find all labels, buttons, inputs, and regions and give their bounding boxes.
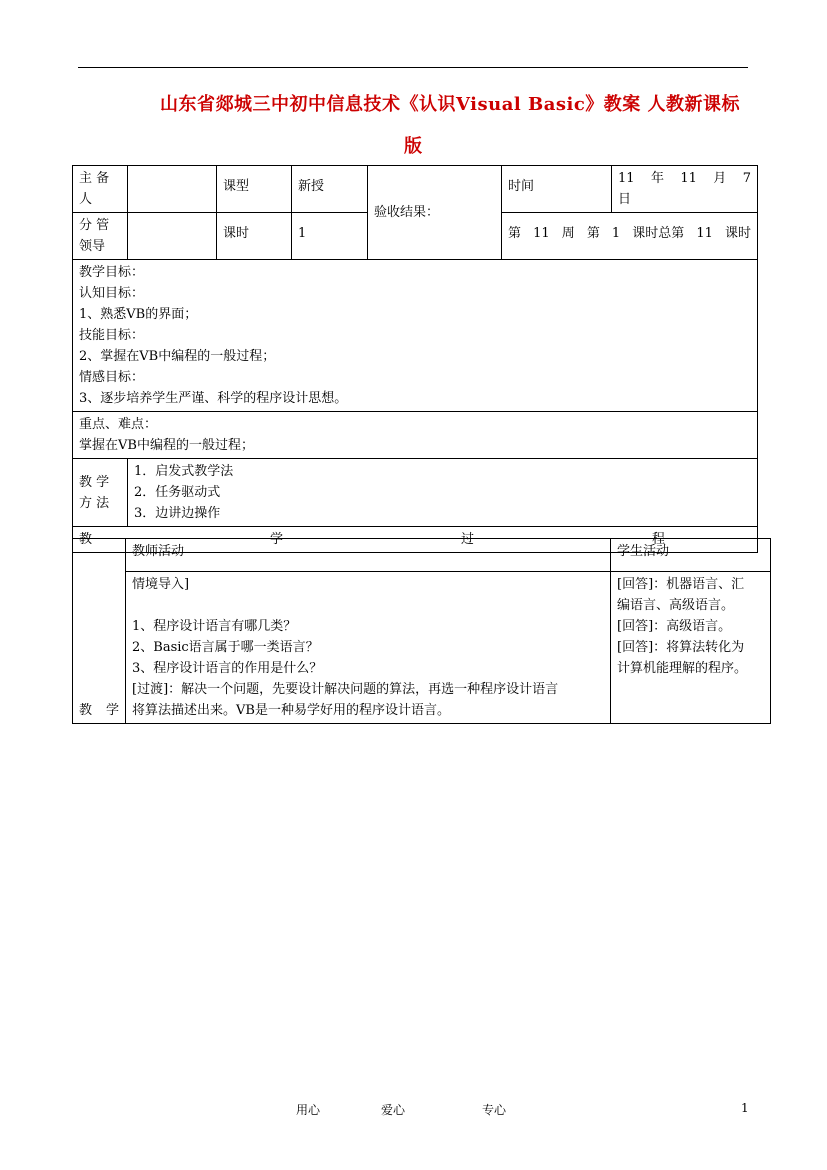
yanshou-label: 验收结果： bbox=[368, 166, 502, 260]
page-number: 1 bbox=[741, 1101, 749, 1115]
date-value: 11 年 11 月 7 日 bbox=[612, 166, 758, 213]
kexing-label: 课型 bbox=[217, 166, 292, 213]
shijian-label: 时间 bbox=[502, 166, 612, 213]
footer-item: 专心 bbox=[482, 1103, 507, 1117]
objectives-cell: 教学目标： 认知目标： 1、熟悉VB的界面； 技能目标： 2、掌握在VB中编程的一般过程； 情感目标： 3、逐步培养学生严谨、科学的程序设计思想。 bbox=[73, 260, 758, 412]
key-points-cell: 重点、难点： 掌握在VB中编程的一般过程； bbox=[73, 412, 758, 459]
student-activity-header: 学生活动 bbox=[611, 539, 771, 572]
kexing-value: 新授 bbox=[292, 166, 368, 213]
process-left-label: 教 学 bbox=[73, 539, 126, 724]
teacher-activity-header: 教师活动 bbox=[126, 539, 611, 572]
document-title: 山东省郯城三中初中信息技术《认识Visual Basic》教案 人教新课标 bbox=[160, 94, 741, 115]
zhubei-value bbox=[128, 166, 217, 213]
fenguan-value bbox=[128, 213, 217, 260]
header-rule bbox=[78, 67, 748, 68]
process-header: 教 学 过 程 bbox=[73, 527, 758, 553]
process-table bbox=[72, 538, 771, 724]
keshi-label: 课时 bbox=[217, 213, 292, 260]
week-info: 第 11 周 第 1 课时总第 11 课时 bbox=[502, 213, 758, 260]
lesson-info-table bbox=[72, 165, 758, 553]
document-title-cont: 版 bbox=[404, 136, 422, 157]
zhubei-label: 主 备 人 bbox=[73, 166, 128, 213]
student-activity-content: [回答]：机器语言、汇 编语言、高级语言。 [回答]：高级语言。 [回答]：将算法转化为 计算机能理解的程序。 bbox=[611, 572, 771, 724]
footer-item: 用心 bbox=[296, 1103, 321, 1117]
fenguan-label: 分 管 领导 bbox=[73, 213, 128, 260]
footer-item: 爱心 bbox=[381, 1103, 406, 1117]
method-items: 1．启发式教学法 2．任务驱动式 3．边讲边操作 bbox=[128, 459, 758, 527]
teacher-activity-content: 情境导入] 1、程序设计语言有哪几类？ 2、Basic语言属于哪一类语言？ 3、程序设计语言的作用是什么？ [过渡]：解决一个问题，先要设计解决问题的算法，再选一种程序设计语言 将算法描述出来。VB是一种易学好用的程序设计语言。 bbox=[126, 572, 611, 724]
method-label: 教 学 方 法 bbox=[73, 459, 128, 527]
keshi-value: 1 bbox=[292, 213, 368, 260]
